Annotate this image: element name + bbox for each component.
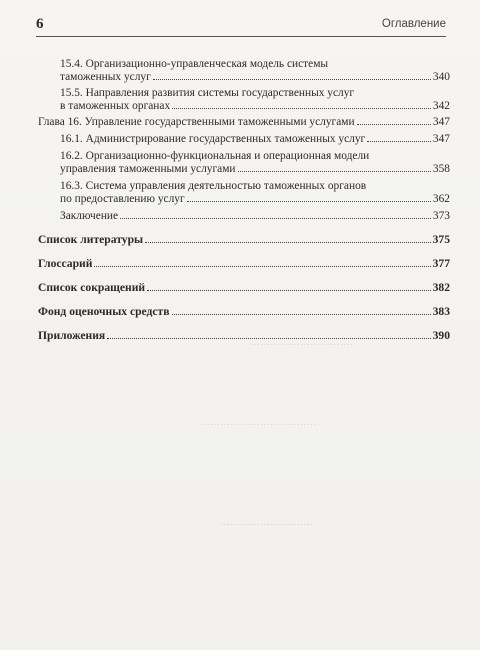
leader-dots [153, 79, 431, 80]
leader-dots [187, 201, 431, 202]
toc-section-entry[interactable] [38, 305, 450, 318]
toc-chapter-entry[interactable] [38, 116, 450, 129]
running-title: Оглавление [381, 18, 446, 30]
leader-dots [147, 290, 431, 291]
toc-entry-title: Приложения [38, 329, 106, 342]
toc-entry[interactable] [38, 87, 450, 113]
toc-entry[interactable] [38, 150, 450, 176]
toc-page-number: 347 [432, 116, 450, 128]
toc-entry-title-cont: в таможенных органах [60, 100, 171, 112]
leader-dots [107, 338, 430, 339]
leader-dots [238, 171, 431, 172]
leader-dots [120, 218, 431, 219]
bleed-through-text: ······························· [250, 340, 354, 351]
toc-entry[interactable] [38, 180, 450, 206]
leader-dots [172, 108, 431, 109]
toc-entry-title: 16.1. Администрирование государственных таможенных услуг [60, 133, 366, 145]
table-of-contents [38, 58, 450, 342]
toc-entry-title: Список литературы [38, 233, 144, 246]
toc-entry-title-cont: по предоставлению услуг [60, 193, 185, 205]
leader-dots [367, 141, 431, 142]
toc-entry-title: Глоссарий [38, 257, 93, 270]
toc-entry-title-cont: управления таможенными услугами [60, 163, 236, 175]
toc-entry-title: 16.2. Организационно-функциональная и операционная модели [60, 150, 370, 162]
leader-dots [357, 124, 431, 125]
toc-page-number: 358 [432, 163, 450, 175]
toc-entry[interactable] [38, 133, 450, 146]
toc-page-number: 373 [432, 210, 450, 222]
toc-page-number: 383 [432, 305, 450, 318]
leader-dots [172, 314, 431, 315]
toc-page-number: 375 [432, 233, 450, 246]
toc-page-number: 390 [432, 329, 450, 342]
page-header [36, 14, 446, 37]
toc-entry-title-cont: таможенных услуг [60, 71, 151, 83]
toc-page-number: 347 [432, 133, 450, 145]
toc-entry-title: 15.5. Направления развития системы государственных услуг [60, 87, 355, 99]
toc-page-number: 362 [432, 193, 450, 205]
toc-section-entry[interactable] [38, 329, 450, 342]
toc-entry-title: 16.3. Система управления деятельностью таможенных органов [60, 180, 367, 192]
toc-entry-title: Заключение [60, 210, 119, 222]
toc-section-entry[interactable] [38, 257, 450, 270]
page-number: 6 [36, 16, 44, 32]
bleed-through-text: ···························· [220, 520, 314, 531]
toc-page-number: 340 [432, 71, 450, 83]
toc-entry-title: Глава 16. Управление государственными таможенными услугами [38, 116, 355, 128]
bleed-through-text: ··································· [200, 420, 317, 431]
toc-entry-title: Фонд оценочных средств [38, 305, 170, 318]
toc-page-number: 342 [432, 100, 450, 112]
toc-section-entry[interactable] [38, 281, 450, 294]
toc-entry[interactable] [38, 210, 450, 223]
leader-dots [94, 266, 430, 267]
toc-entry-title: Список сокращений [38, 281, 146, 294]
leader-dots [145, 242, 431, 243]
toc-section-entry[interactable] [38, 233, 450, 246]
toc-entry-title: 15.4. Организационно-управленческая модель системы [60, 58, 329, 70]
toc-page-number: 382 [432, 281, 450, 294]
toc-entry[interactable] [38, 58, 450, 84]
toc-page-number: 377 [432, 257, 450, 270]
